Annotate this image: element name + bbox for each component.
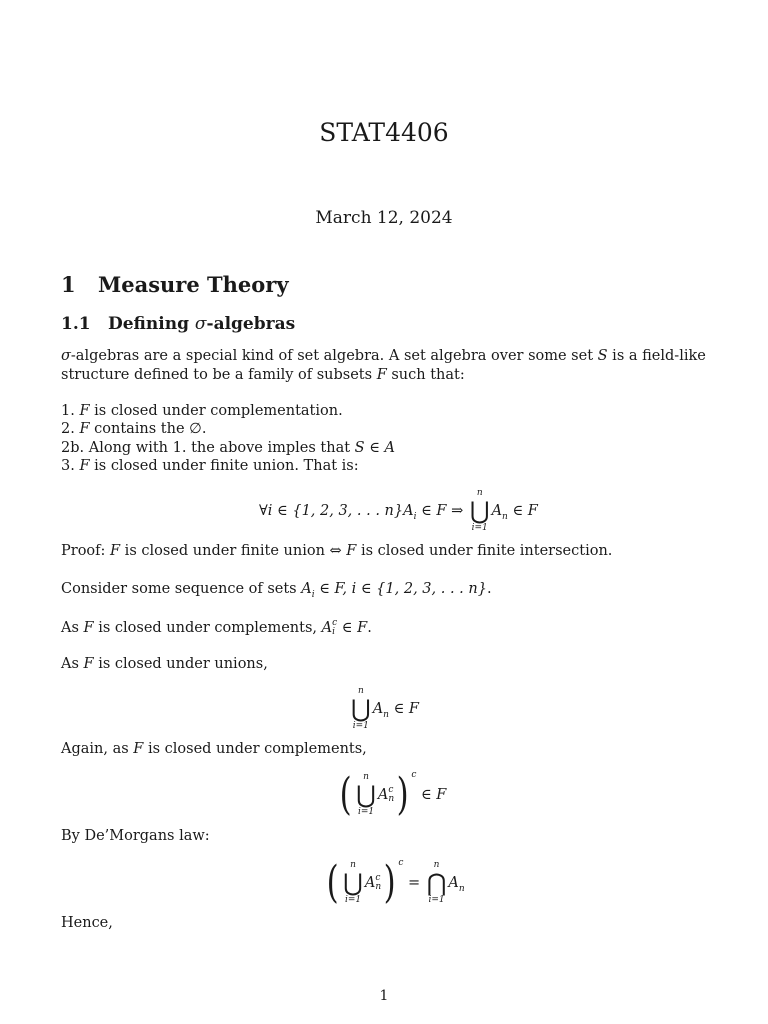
right-paren: ) xyxy=(396,769,409,820)
iff-symbol: ⇔ xyxy=(329,543,342,559)
intro-S: S xyxy=(597,348,608,364)
eq2-upper-limit: n xyxy=(357,686,364,696)
hence-text: Hence, xyxy=(61,915,113,931)
unions-text-1: As xyxy=(61,656,84,672)
eq4-rhs: A xyxy=(448,875,459,891)
intro-F: F xyxy=(376,367,387,383)
eq4-lower-limit-2: i=1 xyxy=(428,895,445,905)
right-paren: ) xyxy=(383,857,396,908)
demorgan-text: By De’Morgans law: xyxy=(61,828,210,844)
eq4-sub: n xyxy=(375,882,382,892)
list-item-2b-label: 2b. xyxy=(61,440,85,456)
proof-text-2: is closed under finite intersection. xyxy=(356,543,613,559)
list-item-2-text: contains the xyxy=(89,421,190,437)
big-intersection-operator xyxy=(427,860,447,906)
paragraph-complements xyxy=(61,619,372,637)
eq2-term: A xyxy=(372,701,384,717)
union-symbol: ⋃ xyxy=(469,497,490,525)
subsection-title-suffix: -algebras xyxy=(206,314,296,334)
big-union-operator xyxy=(351,686,371,732)
complements-F: F xyxy=(83,620,94,636)
union-symbol: ⋃ xyxy=(343,869,363,897)
eq4-sup: c xyxy=(375,873,381,883)
big-union-operator xyxy=(470,488,490,534)
unions-text-2: is closed under unions, xyxy=(93,656,268,672)
complements-sup: c xyxy=(332,618,338,628)
intersection-symbol: ⋂ xyxy=(426,869,447,897)
intro-text-2: is a field-like structure defined to be a family of subsets xyxy=(61,348,706,383)
eq4-equals: = xyxy=(403,875,425,891)
left-paren: ( xyxy=(339,769,352,820)
equation-union-in-F xyxy=(349,686,419,732)
list-item-3-text: is closed under finite union. That is: xyxy=(89,458,359,474)
paragraph-again xyxy=(61,741,367,757)
subsection-sigma: σ xyxy=(194,314,207,334)
eq3-sub: n xyxy=(388,794,395,804)
list-item-2-end: . xyxy=(201,421,207,437)
eq2-end: ∈ F xyxy=(388,701,419,717)
section-heading xyxy=(61,272,289,297)
eq1-rhs-sub: n xyxy=(502,511,508,522)
proof-F1: F xyxy=(110,543,121,559)
list-item-1 xyxy=(61,403,343,419)
again-F: F xyxy=(133,741,144,757)
left-paren: ( xyxy=(326,857,339,908)
subsection-number: 1.1 xyxy=(61,314,91,334)
again-text-2: is closed under complements, xyxy=(143,741,367,757)
eq3-outer-sup: c xyxy=(411,770,417,780)
union-symbol: ⋃ xyxy=(351,695,371,723)
complements-text-1: As xyxy=(61,620,84,636)
list-item-3-var: F xyxy=(79,458,90,474)
subsection-heading xyxy=(61,314,295,334)
list-item-2 xyxy=(61,421,206,437)
eq1-upper-limit: n xyxy=(476,488,483,498)
paragraph-unions xyxy=(61,656,268,672)
again-text-1: Again, as xyxy=(61,741,134,757)
equation-finite-union xyxy=(259,488,538,534)
paragraph-consider xyxy=(61,581,492,600)
complements-math-2: ∈ F xyxy=(337,620,368,636)
eq3-term: A xyxy=(377,787,389,803)
list-item-2b xyxy=(61,440,395,456)
complements-text-2: is closed under complements, xyxy=(93,620,322,636)
complements-end: . xyxy=(367,620,372,636)
eq1-rhs: A xyxy=(491,503,503,519)
consider-sub: i xyxy=(311,589,315,600)
list-item-1-label: 1. xyxy=(61,403,75,419)
empty-set-symbol: ∅ xyxy=(189,421,202,437)
paragraph-hence xyxy=(61,915,113,931)
consider-math-2: ∈ F, i ∈ {1, 2, 3, . . . n} xyxy=(314,581,487,597)
equation-demorgan xyxy=(324,858,465,906)
intro-text-1: -algebras are a special kind of set algebra. A set algebra over some set xyxy=(70,348,598,364)
eq4-lower-limit: i=1 xyxy=(344,895,362,905)
eq1-lhs-sub: i xyxy=(413,511,417,522)
eq3-lower-limit: i=1 xyxy=(357,807,375,817)
subsection-title-prefix: Defining xyxy=(108,314,195,334)
consider-math: A xyxy=(301,581,312,597)
eq4-upper-limit: n xyxy=(350,860,356,870)
equation-complement-union xyxy=(337,770,446,818)
complements-sub: i xyxy=(332,627,336,637)
eq4-rhs-sub: n xyxy=(458,883,465,894)
eq4-term: A xyxy=(364,875,376,891)
page-number: 1 xyxy=(379,988,389,1004)
list-item-2b-text: Along with 1. the above imples that xyxy=(84,440,355,456)
list-item-2-var: F xyxy=(79,421,90,437)
document-title: STAT4406 xyxy=(319,118,449,147)
eq4-upper-limit-2: n xyxy=(433,860,440,870)
list-item-1-text: is closed under complementation. xyxy=(89,403,343,419)
proof-F2: F xyxy=(341,543,357,559)
eq3-upper-limit: n xyxy=(363,772,369,782)
proof-line xyxy=(61,543,612,559)
section-title: Measure Theory xyxy=(98,272,289,297)
eq1-lower-limit: i=1 xyxy=(471,523,488,533)
eq3-scripts xyxy=(388,786,394,804)
document-date: March 12, 2024 xyxy=(315,208,453,228)
big-union-operator xyxy=(356,772,376,818)
eq3-end: ∈ F xyxy=(416,787,447,803)
intro-text-3: such that: xyxy=(386,367,465,383)
eq4-outer-sup: c xyxy=(398,858,404,868)
eq1-mid: ∈ F ⇒ xyxy=(416,503,468,519)
unions-F: F xyxy=(83,656,94,672)
union-symbol: ⋃ xyxy=(356,781,376,809)
eq3-sup: c xyxy=(388,785,394,795)
list-item-3 xyxy=(61,458,359,474)
consider-end: . xyxy=(486,581,492,597)
consider-text: Consider some sequence of sets xyxy=(61,581,302,597)
complements-math: A xyxy=(321,620,333,636)
eq4-scripts xyxy=(375,874,381,892)
list-item-2b-math: S ∈ A xyxy=(354,440,396,456)
eq2-sub: n xyxy=(383,709,389,720)
big-union-operator xyxy=(343,860,363,906)
list-item-2-label: 2. xyxy=(61,421,75,437)
eq1-rhs-end: ∈ F xyxy=(507,503,538,519)
intro-paragraph xyxy=(61,347,713,385)
paragraph-demorgan xyxy=(61,828,210,844)
list-item-3-label: 3. xyxy=(61,458,75,474)
eq2-lower-limit: i=1 xyxy=(352,721,369,731)
eq1-lhs: ∀i ∈ {1, 2, 3, . . . n}A xyxy=(259,503,414,519)
section-number: 1 xyxy=(61,272,76,297)
list-item-1-var: F xyxy=(79,403,90,419)
proof-label: Proof: xyxy=(61,543,111,559)
intro-sigma: σ xyxy=(61,348,71,364)
proof-text-1: is closed under finite union xyxy=(120,543,330,559)
